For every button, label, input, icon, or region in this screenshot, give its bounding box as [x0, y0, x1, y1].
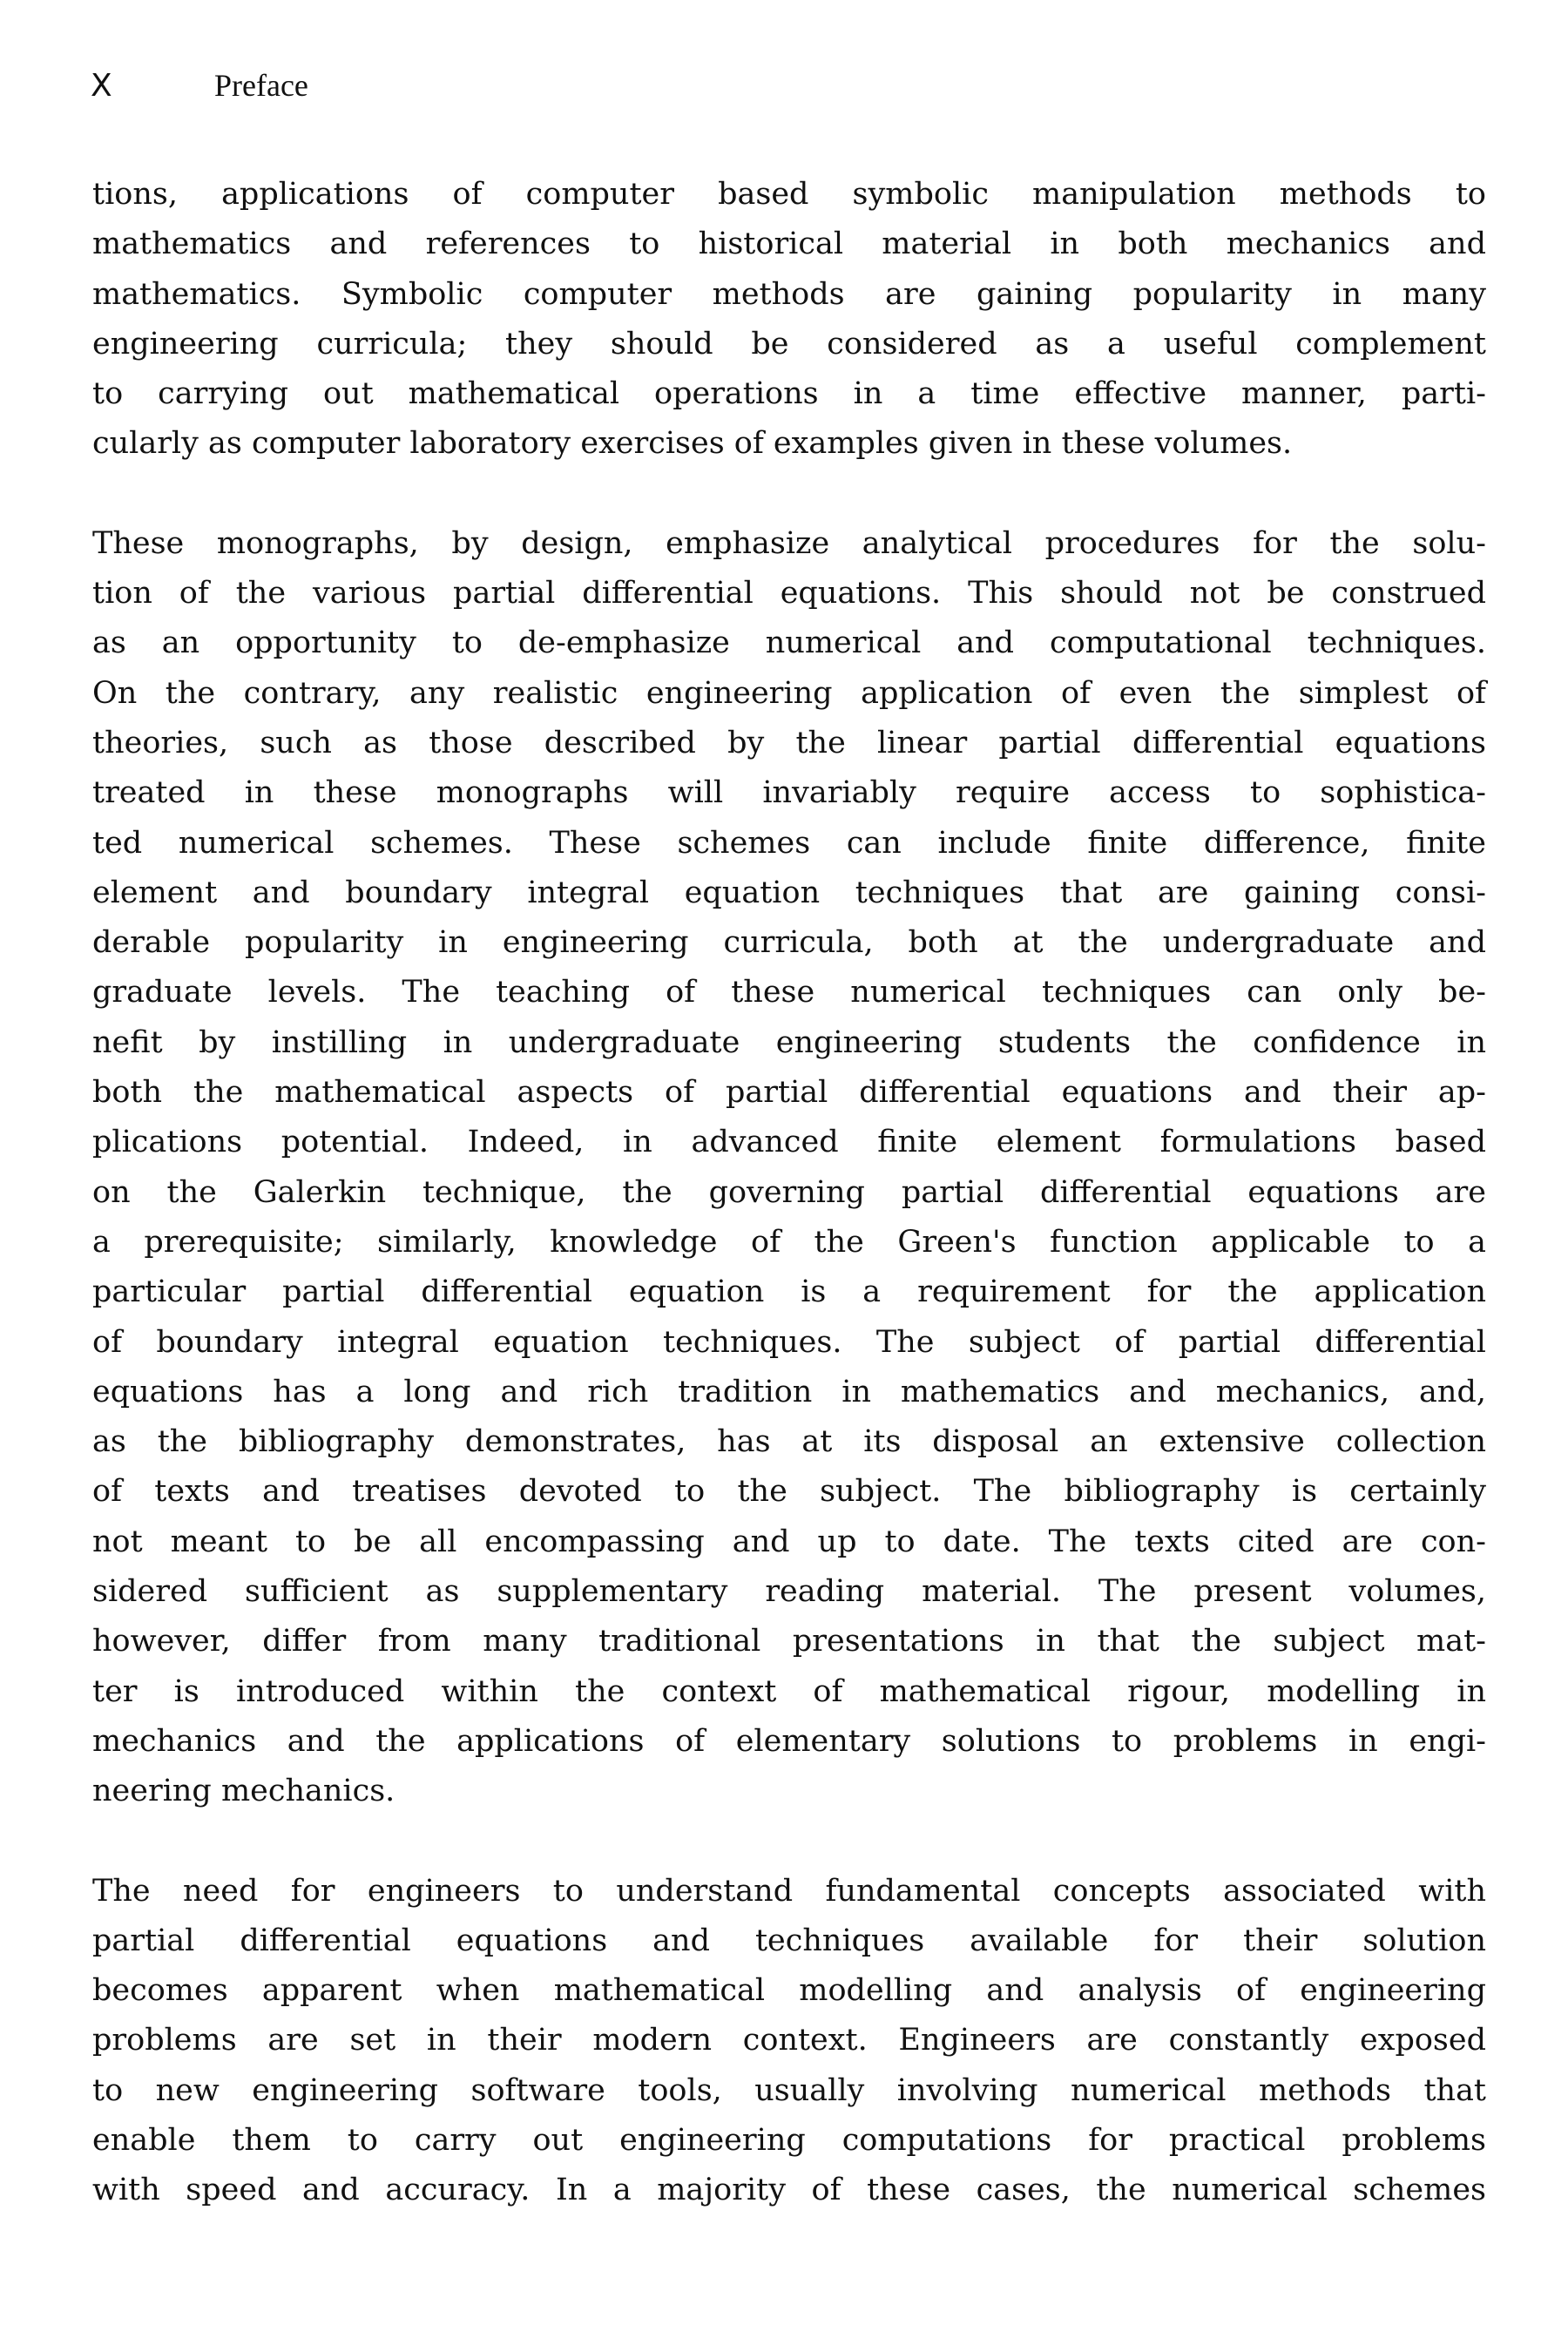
text-line: both the mathematical aspects of partial differential equations and their ap-: [92, 1075, 1486, 1111]
body-text: [92, 170, 1486, 2216]
text-line: problems are set in their modern context. Engineers are constantly exposed: [92, 2023, 1486, 2058]
text-line: as the bibliography demonstrates, has at its disposal an extensive collection: [92, 1424, 1486, 1460]
text-line: treated in these monographs will invariably require access to sophistica-: [92, 775, 1486, 811]
running-head-title: Preface: [214, 68, 308, 103]
text-line: nefit by instilling in undergraduate engineering students the confidence in: [92, 1024, 1486, 1060]
text-line: element and boundary integral equation techniques that are gaining consi-: [92, 875, 1486, 910]
text-line: of texts and treatises devoted to the subject. The bibliography is certainly: [92, 1474, 1486, 1510]
text-line: engineering curricula; they should be considered as a useful complement: [92, 326, 1486, 362]
paragraph-3: [92, 1867, 1486, 2216]
text-line: The need for engineers to understand fundamental concepts associated with: [92, 1873, 1486, 1909]
text-line: becomes apparent when mathematical modelling and analysis of engineering: [92, 1973, 1486, 2009]
text-line: equations has a long and rich tradition in mathematics and mechanics, and,: [92, 1374, 1486, 1409]
page-number: X: [91, 68, 112, 104]
text-line: plications potential. Indeed, in advanced finite element formulations based: [92, 1125, 1486, 1160]
text-line: particular partial differential equation is a requirement for the application: [92, 1274, 1486, 1310]
text-line: These monographs, by design, emphasize analytical procedures for the solu-: [92, 525, 1486, 561]
text-line: derable popularity in engineering curricula, both at the undergraduate and: [92, 925, 1486, 961]
text-line: a prerequisite; similarly, knowledge of the Green's function applicable to a: [92, 1224, 1486, 1260]
text-line: theories, such as those described by the linear partial differential equations: [92, 725, 1486, 760]
running-head: [91, 66, 308, 105]
text-line: ted numerical schemes. These schemes can include finite difference, finite: [92, 825, 1486, 861]
text-line: on the Galerkin technique, the governing partial differential equations are: [92, 1174, 1486, 1210]
text-line: as an opportunity to de-emphasize numerical and computational techniques.: [92, 625, 1486, 661]
text-line: neering mechanics.: [92, 1774, 395, 1809]
text-line: enable them to carry out engineering computations for practical problems: [92, 2122, 1486, 2158]
text-line: tions, applications of computer based symbolic manipulation methods to: [92, 177, 1486, 212]
text-line: to new engineering software tools, usually involving numerical methods that: [92, 2072, 1486, 2108]
text-line: cularly as computer laboratory exercises of examples given in these volumes.: [92, 426, 1293, 462]
text-line: with speed and accuracy. In a majority of these cases, the numerical schemes: [92, 2173, 1486, 2208]
text-line: however, differ from many traditional presentations in that the subject mat-: [92, 1624, 1486, 1659]
text-line: to carrying out mathematical operations in a time effective manner, parti-: [92, 376, 1486, 412]
text-line: mechanics and the applications of elementary solutions to problems in engi-: [92, 1723, 1486, 1759]
text-line: not meant to be all encompassing and up to date. The texts cited are con-: [92, 1524, 1486, 1559]
text-line: graduate levels. The teaching of these numerical techniques can only be-: [92, 975, 1486, 1010]
text-line: mathematics. Symbolic computer methods are gaining popularity in many: [92, 276, 1486, 312]
text-line: of boundary integral equation techniques. The subject of partial differential: [92, 1324, 1486, 1360]
text-line: sidered sufficient as supplementary reading material. The present volumes,: [92, 1574, 1486, 1610]
paragraph-2: [92, 519, 1486, 1817]
text-line: ter is introduced within the context of mathematical rigour, modelling in: [92, 1673, 1486, 1709]
paragraph-1: [92, 170, 1486, 470]
text-line: On the contrary, any realistic engineering application of even the simplest of: [92, 675, 1486, 711]
text-line: partial differential equations and techniques available for their solution: [92, 1923, 1486, 1958]
text-line: tion of the various partial differential equations. This should not be construed: [92, 576, 1486, 612]
text-line: mathematics and references to historical material in both mechanics and: [92, 226, 1486, 262]
